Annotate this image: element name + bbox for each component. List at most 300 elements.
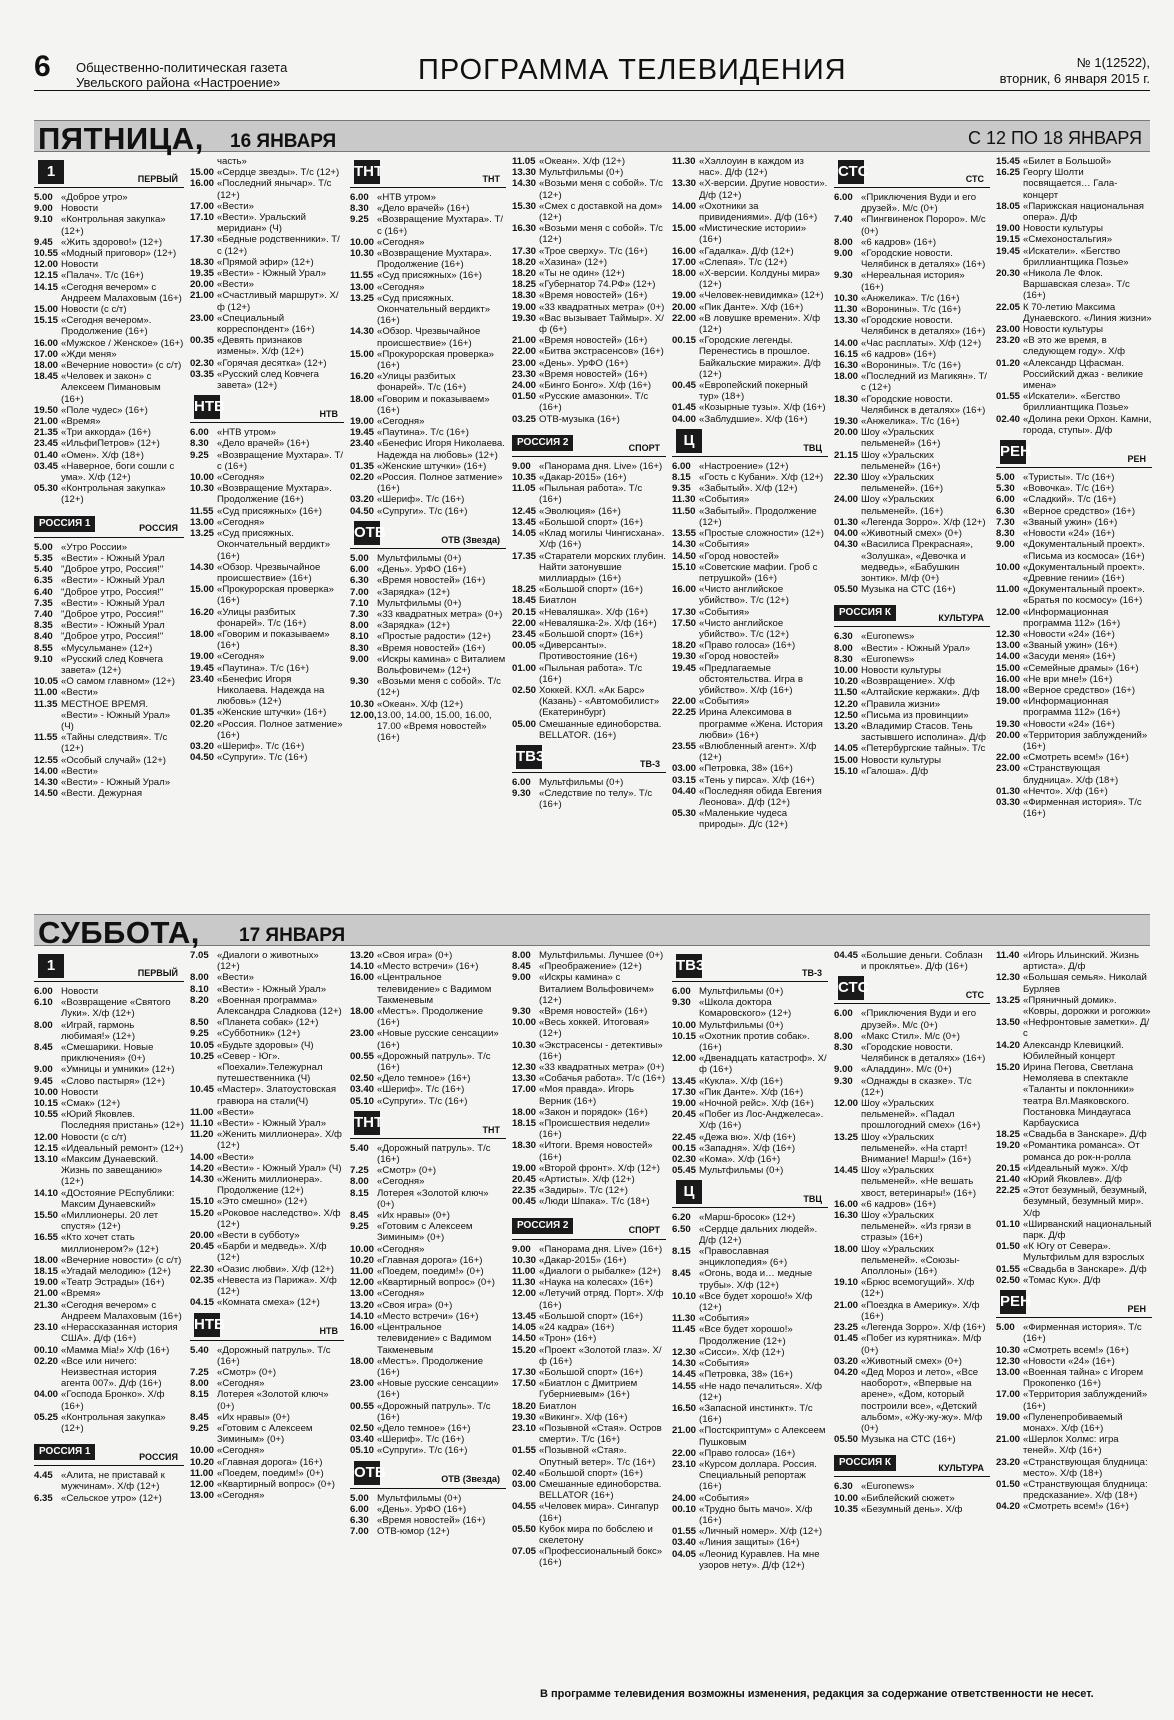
program-title: «Весь хоккей. Итоговая» (12+) <box>539 1017 650 1040</box>
program-entry <box>672 1347 828 1358</box>
program-title: «Городские новости. Челябинск в деталях» (16+) <box>861 1042 986 1065</box>
program-entry <box>512 257 666 268</box>
program-entry <box>834 248 990 270</box>
program-time: 10.30 <box>996 1344 1021 1356</box>
program-time: 6.30 <box>834 1481 853 1493</box>
program-title: «Большой спорт» (16+) <box>539 1310 643 1322</box>
program-title: «Большой спорт» (16+) <box>539 1366 643 1378</box>
program-time: 03.35 <box>190 368 215 380</box>
program-title: «Театр Эстрады» (16+) <box>61 1277 165 1289</box>
program-entry <box>834 214 990 236</box>
program-time: 22.00 <box>512 617 537 629</box>
program-time: 19.00 <box>996 223 1021 235</box>
program-time: 14.15 <box>34 281 59 293</box>
program-entry <box>672 1381 828 1403</box>
program-entry <box>512 1277 666 1288</box>
program-time: 17.00 <box>190 200 215 212</box>
program-entry <box>834 472 990 494</box>
program-title: «Смотр» (0+) <box>217 1366 277 1378</box>
program-entry <box>996 663 1152 674</box>
program-time: 9.25 <box>350 214 369 226</box>
program-title: «Приключения Вуди и его друзей». М/с (0+) <box>861 1008 977 1031</box>
program-entry <box>834 360 990 371</box>
program-entry <box>672 707 828 741</box>
program-title: «Час расплаты». Х/ф (12+) <box>861 337 982 349</box>
program-title: «Школа доктора Комаровского» (12+) <box>699 997 792 1020</box>
program-title: «Угадай мелодию» (12+) <box>61 1266 171 1278</box>
program-time: 7.00 <box>350 1526 369 1538</box>
program-entry <box>996 1163 1152 1174</box>
schedule-column <box>350 156 506 898</box>
program-time: 13.45 <box>512 1310 537 1322</box>
program-entry <box>512 1546 666 1568</box>
program-entry <box>996 629 1152 640</box>
program-entry <box>996 752 1152 763</box>
program-title: «Диалоги о животных» (12+) <box>217 950 319 973</box>
program-entry <box>996 246 1152 268</box>
program-entry <box>672 1268 828 1290</box>
program-time: 05.10 <box>350 1445 375 1457</box>
program-time: 23.45 <box>512 628 537 640</box>
program-entry <box>34 349 184 360</box>
program-title: «Контрольная закупка» (12+) <box>61 1411 166 1434</box>
program-entry <box>34 1109 184 1131</box>
program-time: 20.00 <box>190 1230 215 1242</box>
program-title: «Козырные тузы». Х/ф (16+) <box>699 402 826 414</box>
program-time: 9.25 <box>350 1221 369 1233</box>
program-time: 14.20 <box>996 1039 1021 1051</box>
program-title: «Время новостей» (16+) <box>539 290 648 302</box>
program-entry <box>996 562 1152 584</box>
program-title: «Побег из курятника». М/ф (0+) <box>861 1333 982 1356</box>
program-time: 23.40 <box>350 438 375 450</box>
program-title: «Галоша». Д/ф <box>861 765 929 777</box>
program-title: «Euronews» <box>861 631 915 643</box>
program-entry <box>190 234 344 256</box>
program-title: К 70-летию Максима Дунаевского. «Линия жизни» <box>1023 301 1152 324</box>
program-entry <box>34 1232 184 1254</box>
program-entry <box>834 192 990 214</box>
program-title: «Петербургские тайны». Т/с <box>861 743 986 755</box>
program-entry <box>350 1504 506 1515</box>
program-title: «Искры камина» с Виталием Вольфовичем» (12+) <box>377 653 506 676</box>
schedule-column <box>190 156 344 898</box>
program-time: 14.55 <box>672 1380 697 1392</box>
program-time: 18.00 <box>350 1355 375 1367</box>
program-title: «33 квадратных метра» (0+) <box>539 301 665 313</box>
program-time: 16.15 <box>834 348 859 360</box>
program-entry <box>190 1152 344 1163</box>
program-entry <box>996 472 1152 483</box>
program-time: 17.30 <box>512 245 537 257</box>
program-entry <box>996 1040 1152 1062</box>
program-time: 07.05 <box>512 1546 537 1558</box>
program-title: «Томас Кук». Д/ф <box>1023 1274 1101 1286</box>
program-title: Биатлон <box>539 595 577 607</box>
program-time: 00.15 <box>672 1142 697 1154</box>
program-entry <box>190 719 344 741</box>
program-title: «Документальный проект». «Братья по космосу» (16+) <box>1023 584 1145 607</box>
program-entry <box>672 257 828 268</box>
program-entry <box>350 1006 506 1028</box>
program-title: «Постскриптум» с Алексеем Пушковым <box>699 1425 826 1448</box>
program-entry <box>672 551 828 562</box>
program-entry <box>512 246 666 257</box>
program-entry <box>190 995 344 1017</box>
program-title: «НТВ утром» <box>377 192 436 203</box>
program-title: Смешанные единоборства. BELLATOR (16+) <box>539 1478 662 1502</box>
program-title: «Территория заблуждений» (16+) <box>1023 1389 1148 1412</box>
program-time: 01.45 <box>834 1333 859 1345</box>
program-title: «Смотр» (0+) <box>377 1165 437 1177</box>
program-entry <box>34 575 184 586</box>
channel-name: ТВЦ <box>803 442 822 453</box>
program-time: 22.00 <box>512 346 537 358</box>
program-entry <box>350 1165 506 1176</box>
program-time: 03.20 <box>190 740 215 752</box>
program-time: 23.20 <box>996 1456 1021 1468</box>
program-time: 01.50 <box>996 1241 1021 1253</box>
program-time: 04.55 <box>512 1501 537 1513</box>
program-title: «День». УрФО (16+) <box>539 357 629 369</box>
program-time: 15.00 <box>350 348 375 360</box>
channel-logo: НТВ <box>194 395 220 419</box>
program-time: 18.15 <box>34 1266 59 1278</box>
program-title: «Пыльная работа». Т/с (16+) <box>539 483 643 506</box>
program-title: «О самом главном» (12+) <box>61 676 176 688</box>
program-title: «Океан». Х/ф (12+) <box>539 156 626 167</box>
program-entry <box>190 483 344 505</box>
program-time: 19.00 <box>996 696 1021 708</box>
program-title: «Пряничный домик». «Ковры, дорожки и рогожки» <box>1023 994 1151 1018</box>
program-title: «Шериф». Т/с (16+) <box>377 1084 465 1096</box>
program-title: «Однажды в сказке». Т/с (12+) <box>861 1075 972 1098</box>
program-entry <box>834 1504 990 1515</box>
program-time: 6.00 <box>350 564 369 576</box>
program-time: 13.00 <box>350 281 375 293</box>
program-time: 10.30 <box>512 1254 537 1266</box>
program-title: «Нерассказанная история США». Д/ф (16+) <box>61 1322 178 1345</box>
program-entry <box>996 763 1152 785</box>
program-time: 20.00 <box>190 279 215 291</box>
program-time: 13.30 <box>512 167 537 179</box>
program-entry <box>190 1129 344 1151</box>
program-time: 12.00 <box>512 1288 537 1300</box>
program-entry <box>190 279 344 290</box>
program-time: 21.00 <box>34 416 59 428</box>
program-title: «Маленькие чудеса природы». Д/с (12+) <box>699 808 788 831</box>
issue-date: вторник, 6 января 2015 г. <box>999 71 1150 86</box>
program-title: Мультфильмы. Лучшее (0+) <box>539 950 664 961</box>
channel-logo: 1 <box>38 160 64 184</box>
program-title: «Документальный проект». «Письма из космоса» (16+) <box>1023 539 1145 562</box>
program-title: «Время новостей» (16+) <box>539 1006 648 1018</box>
program-time: 16.30 <box>512 223 537 235</box>
program-title: «Квартирный вопрос» (0+) <box>377 1277 495 1289</box>
program-entry <box>834 1199 990 1210</box>
program-title: «Супруги». Т/с (16+) <box>377 1095 468 1107</box>
program-title: «Идеальный муж». Х/ф <box>1023 1162 1128 1174</box>
program-title: «Второй фронт». Х/ф (12+) <box>539 1162 660 1174</box>
program-entry <box>672 201 828 223</box>
program-title: «Проект «Золотой глаз». Х/ф (16+) <box>539 1344 662 1367</box>
program-title: «Василиса Прекрасная», «Золушка», «Девочка и медведь», «Бабушкин зонтик». М/ф (0+) <box>861 539 974 584</box>
program-title: «Городские новости. Челябинск в деталях» (16+) <box>861 315 986 338</box>
program-title: «Диалоги о рыбалке» (12+) <box>539 1266 661 1278</box>
program-entry <box>672 223 828 245</box>
program-time: 14.30 <box>350 326 375 338</box>
schedule-column <box>672 950 828 1680</box>
program-time: 05.30 <box>672 808 697 820</box>
program-entry <box>350 1288 506 1299</box>
program-title: Новости <box>61 1086 99 1098</box>
program-time: 23.55 <box>672 740 697 752</box>
program-entry <box>672 1403 828 1425</box>
channel-header <box>350 158 506 188</box>
program-entry <box>834 654 990 665</box>
program-entry <box>996 797 1152 819</box>
program-title: «Русский след Ковчега завета» (12+) <box>217 368 319 392</box>
program-time: 18.00 <box>350 393 375 405</box>
program-title: "Доброе утро, Россия!" <box>61 564 164 576</box>
program-time: 18.30 <box>190 256 215 268</box>
program-title: «Тень у пирса». Х/ф (16+) <box>699 774 815 786</box>
program-title: «Право голоса» (16+) <box>699 640 796 652</box>
program-title: «Дед Мороз и лето», «Все наоборот», «Впервые на арене», «Дом, который построили все», «Детский альбом», «Жу-жу-жу». М/ф (0+) <box>861 1366 983 1434</box>
program-entry <box>672 1165 828 1176</box>
program-title: «Настроение» (12+) <box>699 460 789 472</box>
program-title: «Романтика романса». От романса до рок-н-ролла <box>1023 1140 1140 1163</box>
program-entry <box>672 1324 828 1346</box>
program-time: 9.30 <box>512 788 531 800</box>
program-title: «Х-версии. Другие новости». Д/ф (12+) <box>699 178 828 201</box>
program-time: 10.05 <box>190 1039 215 1051</box>
program-title: «Никола Ле Флок. Варшавская слеза». Т/с (16+) <box>1023 268 1130 302</box>
program-time: 16.00 <box>996 673 1021 685</box>
program-entry <box>834 676 990 687</box>
program-entry <box>672 763 828 774</box>
program-title: «Вести» - Южный Урал» <box>217 1118 327 1130</box>
program-title: «Говорим и показываем» (16+) <box>377 393 490 416</box>
channel-logo: РОССИЯ 1 <box>34 516 95 532</box>
program-title: «Контрольная закупка» (12+) <box>61 483 166 506</box>
program-time: 19.30 <box>996 718 1021 730</box>
program-title: «Это смешно» (12+) <box>217 1196 308 1208</box>
program-entry <box>834 1333 990 1355</box>
program-time: 11.05 <box>512 156 536 167</box>
program-entry <box>672 1246 828 1268</box>
program-title: «Возьми меня с собой». Т/с (12+) <box>539 223 663 246</box>
program-entry <box>350 1300 506 1311</box>
program-title: «Утро России» <box>61 541 128 553</box>
program-entry <box>672 528 828 539</box>
program-entry <box>350 192 506 203</box>
program-title: «Вовочка». Т/с (16+) <box>1023 483 1115 495</box>
program-time: 5.00 <box>996 472 1015 484</box>
program-entry <box>672 986 828 997</box>
program-time: 01.40 <box>34 449 59 461</box>
program-time: 01.50 <box>512 391 537 403</box>
program-entry <box>996 651 1152 662</box>
program-title: «Человек мира». Сингапур (16+) <box>539 1501 659 1524</box>
program-title: «Огонь, вода и… медные трубы». Х/ф (12+) <box>699 1268 813 1291</box>
program-time: 04.00 <box>672 413 697 425</box>
program-time: 19.00 <box>190 651 215 663</box>
program-entry <box>190 1264 344 1275</box>
program-entry <box>996 1129 1152 1140</box>
program-entry <box>834 1008 990 1030</box>
program-title: «Большой спорт» (16+) <box>539 584 643 596</box>
program-entry <box>190 1389 344 1411</box>
program-entry <box>34 1322 184 1344</box>
program-time: 14.00 <box>996 651 1021 663</box>
program-entry <box>350 1493 506 1504</box>
program-time: 13.00 <box>350 1288 375 1300</box>
program-title: Шоу «Уральских пельменей». «Союзы-Аполлоны» (16+) <box>861 1243 960 1278</box>
program-time: 18.25 <box>996 1129 1021 1141</box>
program-title: «Шериф». Т/с (16+) <box>217 740 305 752</box>
program-time: 13.25 <box>190 528 215 540</box>
program-title: «Сегодня» <box>377 281 425 293</box>
program-title: «Артисты». Х/ф (12+) <box>539 1174 635 1186</box>
program-entry <box>512 1333 666 1344</box>
program-title: «Сегодня» <box>377 1288 425 1300</box>
program-title: Биатлон <box>539 1400 577 1412</box>
program-time: 8.15 <box>672 472 691 484</box>
program-entry <box>672 808 828 830</box>
program-time: 6.30 <box>834 631 853 643</box>
program-title: «Смотреть всем!» (16+) <box>1023 752 1129 764</box>
program-entry <box>996 414 1152 436</box>
program-entry <box>512 961 666 972</box>
program-time: 13.25 <box>834 1131 859 1143</box>
program-entry <box>190 1468 344 1479</box>
program-time: 13.20 <box>350 950 375 961</box>
program-time: 10.30 <box>512 1039 537 1051</box>
channel-logo: РОССИЯ 2 <box>512 435 573 451</box>
program-entry <box>996 156 1152 167</box>
program-time: 05.50 <box>834 584 859 596</box>
program-title: «Европейский покерный тур» (18+) <box>699 380 808 403</box>
program-time: 12.00 <box>190 1478 215 1490</box>
program-time: 14.45 <box>672 1369 697 1381</box>
program-time: 21.00 <box>512 335 537 347</box>
program-time: 03.40 <box>350 1434 375 1446</box>
program-entry <box>834 631 990 642</box>
channel-logo: РОССИЯ 2 <box>512 1218 573 1234</box>
program-time: 5.00 <box>34 541 53 553</box>
program-title: «24 кадра» (16+) <box>539 1322 615 1334</box>
program-time: 13.45 <box>672 1075 697 1087</box>
program-time: 16.20 <box>350 371 375 383</box>
day-name: ПЯТНИЦА, <box>38 121 204 156</box>
program-title: «Старатели морских глубин. Найти затонувшие миллиарды» (16+) <box>539 550 666 584</box>
program-entry <box>512 1163 666 1174</box>
program-entry <box>672 997 828 1019</box>
program-entry <box>350 620 506 631</box>
program-time: 13.30 <box>512 1073 537 1085</box>
program-time: 18.00 <box>672 268 697 280</box>
program-entry <box>996 1434 1152 1456</box>
program-title: «Женские штучки» (16+) <box>217 707 327 719</box>
program-title: «Юрий Яковлев. Последняя пристань» (12+) <box>61 1109 184 1132</box>
program-title: «Говорим и показываем» (16+) <box>217 628 330 652</box>
week-range: С 12 ПО 18 ЯНВАРЯ <box>967 128 1142 148</box>
program-title: «Двенадцать катастроф». Х/ф (16+) <box>699 1053 827 1076</box>
program-entry <box>190 1017 344 1028</box>
program-time: 24.00 <box>834 494 859 506</box>
program-entry <box>190 167 344 178</box>
program-time: 21.00 <box>190 290 215 302</box>
program-time: 8.50 <box>190 1017 209 1029</box>
program-title: "Доброе утро, Россия!" <box>61 631 164 643</box>
program-entry <box>190 562 344 584</box>
program-entry <box>34 315 184 337</box>
program-title: «Дакар-2015» (16+) <box>539 1254 627 1266</box>
program-time: 13.30 <box>672 178 697 190</box>
program-time: 9.10 <box>34 653 53 665</box>
program-entry <box>350 416 506 427</box>
program-title: «Странствующая блудница». Х/ф (18+) <box>1023 763 1119 786</box>
program-title: «Чисто английское убийство». Т/с (12+) <box>699 584 789 607</box>
program-title: Новости (с с/т) <box>61 304 127 316</box>
program-time: 10.30 <box>350 248 375 260</box>
program-entry <box>34 450 184 461</box>
channel-header <box>834 1447 990 1477</box>
program-time: 22.00 <box>672 1447 697 1459</box>
program-time: 9.30 <box>350 676 369 688</box>
program-entry <box>672 1076 828 1087</box>
program-entry <box>190 584 344 606</box>
program-time: 18.30 <box>512 1140 537 1152</box>
header-rule <box>34 90 1150 91</box>
program-title: Новости <box>61 203 99 215</box>
program-time: 23.10 <box>512 1422 537 1434</box>
program-title: «Суд присяжных. Окончательный вердикт» (16+) <box>377 292 491 327</box>
program-title: «Смешарики. Новые приключения» (0+) <box>61 1042 154 1065</box>
program-time: 11.00 <box>190 1106 214 1118</box>
program-entry <box>190 1051 344 1085</box>
program-time: 04.20 <box>834 1366 859 1378</box>
program-title: «Сегодня» <box>217 472 265 484</box>
program-time: 19.00 <box>34 1277 59 1289</box>
program-time: 17.50 <box>672 617 697 629</box>
program-title: «Центральное телевидение» с Вадимом Такменевым <box>377 972 492 1006</box>
program-entry <box>34 237 184 248</box>
program-entry <box>834 338 990 349</box>
program-time: 12.50 <box>834 709 859 721</box>
program-title: «Приключения Вуди и его друзей». М/с (0+) <box>861 192 977 215</box>
program-entry <box>996 607 1152 629</box>
program-entry <box>34 766 184 777</box>
program-title: «33 квадратных метра» (0+) <box>539 1062 665 1074</box>
program-title: «Оазис любви». Х/ф (12+) <box>217 1263 334 1275</box>
program-entry <box>672 663 828 697</box>
program-entry <box>190 257 344 268</box>
program-time: 04.05 <box>672 1548 697 1560</box>
program-time: 19.00 <box>996 1411 1021 1423</box>
program-title: «Х-версии. Колдуны мира» (12+) <box>699 268 820 291</box>
program-title: «Петровка, 38» (16+) <box>699 1369 793 1381</box>
program-title: Новости (с с/т) <box>61 1131 127 1143</box>
channel-name: ТВ-3 <box>640 758 660 769</box>
program-time: 6.00 <box>34 986 53 997</box>
program-title: «Прокурорская проверка» (16+) <box>217 584 334 607</box>
program-entry <box>996 1264 1152 1275</box>
program-entry <box>672 461 828 472</box>
program-entry <box>996 1322 1152 1344</box>
program-time: 8.00 <box>190 1378 209 1390</box>
